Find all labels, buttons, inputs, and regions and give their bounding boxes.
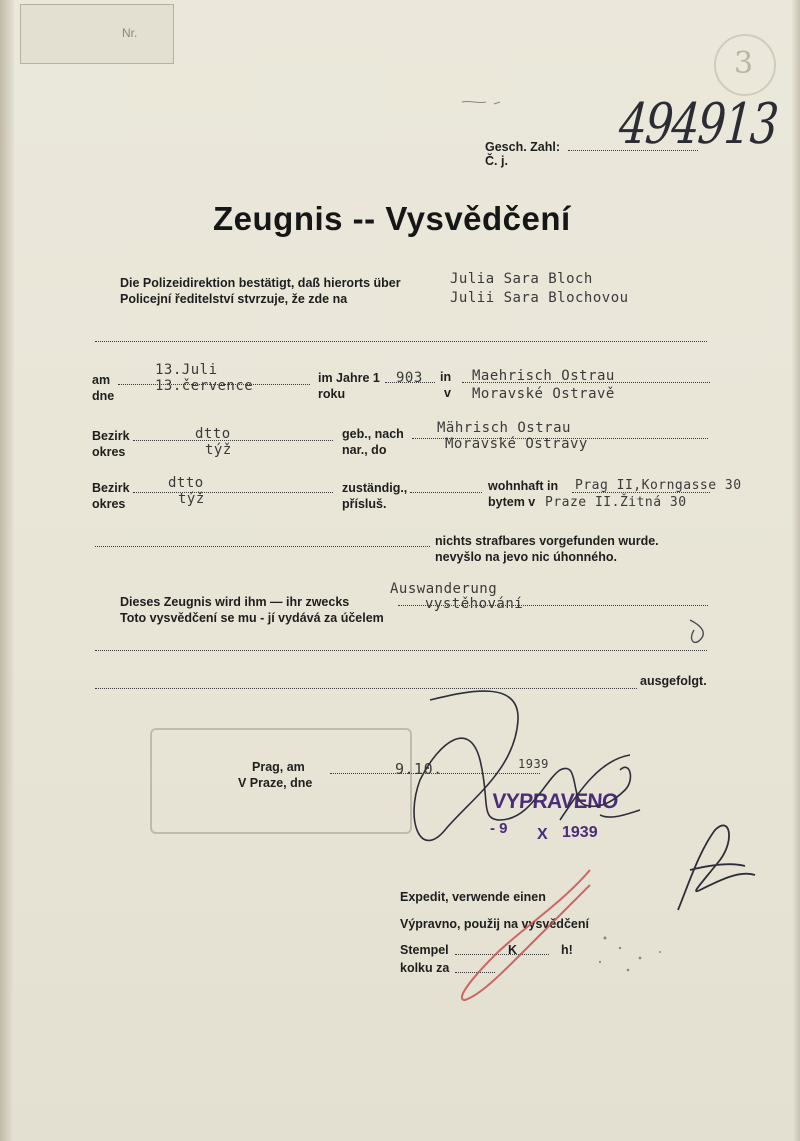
ausgefolgt: ausgefolgt. bbox=[640, 674, 707, 688]
vypraveno-day: - 9 bbox=[490, 820, 508, 837]
expedit-line1: Expedit, verwende einen bbox=[400, 890, 546, 904]
dne-label: dne bbox=[92, 389, 115, 403]
zustandig-label: zuständig., bbox=[342, 481, 408, 495]
red-pencil-mark bbox=[462, 870, 590, 1000]
nar-do-label: nar., do bbox=[342, 443, 387, 457]
wohnhaft-label: wohnhaft in bbox=[488, 479, 559, 493]
cj-label: Č. j. bbox=[485, 154, 508, 168]
statement-de: nichts strafbares vorgefunden wurde. bbox=[435, 534, 659, 548]
zust-cz: Moravské Ostravy bbox=[445, 436, 588, 452]
issue-year: 1939 bbox=[518, 757, 549, 771]
stempel-label: Stempel bbox=[400, 943, 449, 957]
im-jahre-label: im Jahre 1 bbox=[318, 371, 380, 385]
in-label: in bbox=[440, 370, 452, 384]
gesch-zahl-label: Gesch. Zahl: bbox=[485, 140, 561, 154]
place-cz: V Praze, dne bbox=[238, 776, 313, 790]
k-label: K bbox=[508, 943, 518, 957]
page-number: 3 bbox=[734, 46, 754, 81]
file-number-scribble bbox=[462, 101, 500, 104]
intro-line-cz: Policejní ředitelství stvrzuje, že zde na bbox=[120, 292, 348, 306]
vypraveno-month: X bbox=[537, 826, 548, 843]
corner-tab-label: Nr. bbox=[122, 26, 138, 40]
kolku-label: kolku za bbox=[400, 961, 450, 975]
expedit-line2: Výpravno, použij na vysvědčení bbox=[400, 917, 589, 931]
address-cz: Praze II.Žitná 30 bbox=[545, 495, 687, 510]
small-check-mark bbox=[690, 620, 703, 642]
district-cz: týž bbox=[205, 442, 232, 458]
document-title: Zeugnis -- Vysvědčení bbox=[213, 200, 571, 237]
residence-district-de: dtto bbox=[168, 475, 204, 491]
purpose-cz: vystěhování bbox=[425, 596, 524, 612]
bezirk-label: Bezirk bbox=[92, 429, 130, 443]
okres-label: okres bbox=[92, 445, 126, 459]
h-label: h! bbox=[561, 943, 573, 957]
zust-de: Mährisch Ostrau bbox=[437, 420, 571, 436]
right-margin-mark bbox=[678, 825, 755, 910]
geb-nach-label: geb., nach bbox=[342, 427, 404, 441]
bytem-label: bytem v bbox=[488, 495, 536, 509]
intro-line-de: Die Polizeidirektion bestätigt, daß hierorts über bbox=[120, 276, 401, 290]
file-number: 494913 bbox=[616, 92, 780, 157]
roku-label: roku bbox=[318, 387, 346, 401]
place-de: Prag, am bbox=[252, 760, 305, 774]
okres2-label: okres bbox=[92, 497, 126, 511]
vypraveno-year: 1939 bbox=[562, 824, 598, 841]
prislus-label: přísluš. bbox=[342, 497, 387, 511]
birth-date-de: 13.Juli bbox=[155, 362, 218, 378]
name-cz: Julii Sara Blochovou bbox=[450, 290, 629, 306]
purpose-line-de: Dieses Zeugnis wird ihm — ihr zwecks bbox=[120, 595, 350, 609]
v-label: v bbox=[444, 386, 451, 400]
purpose-de: Auswanderung bbox=[390, 581, 498, 597]
birth-place-cz: Moravské Ostravě bbox=[472, 386, 615, 402]
am-label: am bbox=[92, 373, 111, 387]
name-de: Julia Sara Bloch bbox=[450, 271, 593, 287]
ink-specks bbox=[599, 937, 661, 972]
signature-stroke bbox=[414, 691, 640, 840]
bezirk2-label: Bezirk bbox=[92, 481, 130, 495]
statement-cz: nevyšlo na jevo nic úhonného. bbox=[435, 550, 617, 564]
district-de: dtto bbox=[195, 426, 231, 442]
birth-place-de: Maehrisch Ostrau bbox=[472, 368, 615, 384]
birth-date-cz: 13.července bbox=[155, 378, 254, 394]
residence-district-cz: týž bbox=[178, 491, 205, 507]
purpose-line-cz: Toto vysvědčení se mu - jí vydává za účelem bbox=[120, 611, 384, 625]
vypraveno-stamp: VYPRAVENO bbox=[491, 790, 619, 813]
birth-year: 903 bbox=[396, 370, 423, 386]
address-de: Prag II,Korngasse 30 bbox=[575, 478, 742, 493]
issue-date: 9.10. bbox=[395, 760, 443, 778]
